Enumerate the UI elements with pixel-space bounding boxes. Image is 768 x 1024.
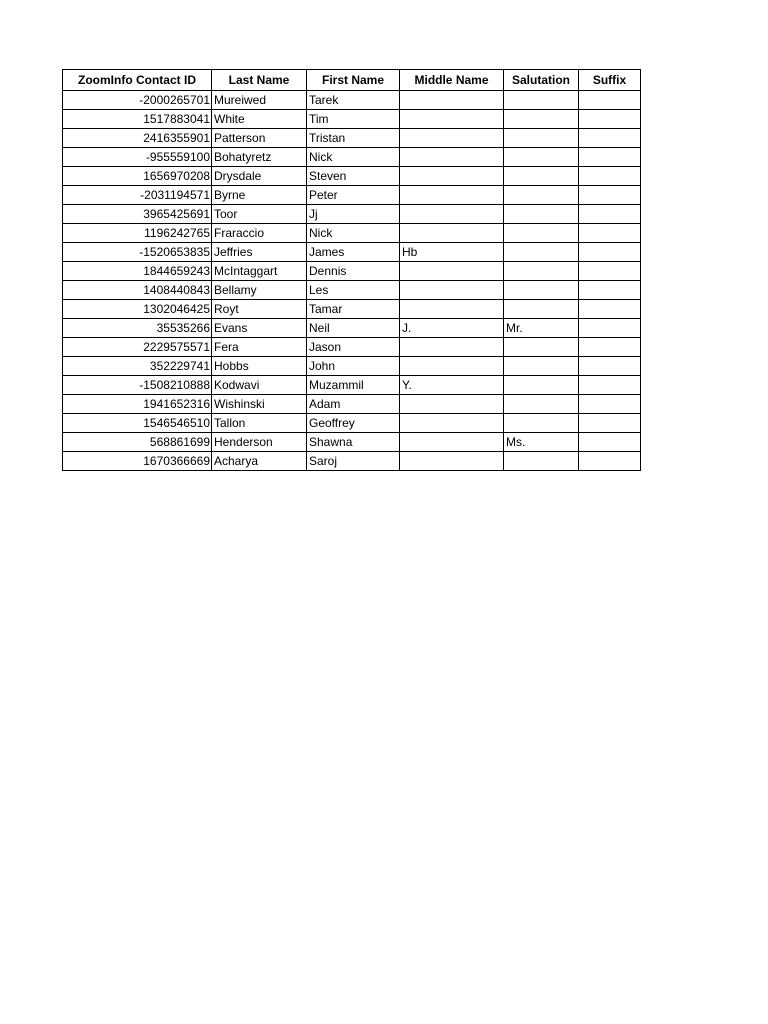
cell-first-name[interactable]: James: [307, 243, 400, 262]
cell-salutation[interactable]: [504, 110, 579, 129]
cell-suffix[interactable]: [579, 205, 641, 224]
cell-first-name[interactable]: Tamar: [307, 300, 400, 319]
cell-contact-id[interactable]: 352229741: [63, 357, 212, 376]
cell-suffix[interactable]: [579, 300, 641, 319]
cell-contact-id[interactable]: -1520653835: [63, 243, 212, 262]
cell-last-name[interactable]: Kodwavi: [212, 376, 307, 395]
table-row: [63, 91, 641, 110]
cell-middle-name[interactable]: [400, 91, 504, 110]
cell-salutation[interactable]: [504, 452, 579, 471]
cell-contact-id[interactable]: 1302046425: [63, 300, 212, 319]
cell-suffix[interactable]: [579, 243, 641, 262]
cell-middle-name[interactable]: [400, 186, 504, 205]
cell-salutation[interactable]: [504, 395, 579, 414]
cell-salutation[interactable]: [504, 91, 579, 110]
cell-salutation[interactable]: [504, 129, 579, 148]
cell-last-name[interactable]: Patterson: [212, 129, 307, 148]
cell-salutation[interactable]: [504, 338, 579, 357]
cell-middle-name[interactable]: Hb: [400, 243, 504, 262]
cell-middle-name[interactable]: [400, 414, 504, 433]
cell-first-name[interactable]: Neil: [307, 319, 400, 338]
table-row: [63, 433, 641, 452]
cell-salutation[interactable]: [504, 148, 579, 167]
header-first-name[interactable]: First Name: [307, 70, 400, 91]
cell-last-name[interactable]: Toor: [212, 205, 307, 224]
table-row: [63, 319, 641, 338]
cell-last-name[interactable]: Evans: [212, 319, 307, 338]
cell-salutation[interactable]: [504, 300, 579, 319]
spreadsheet-sheet: [62, 69, 641, 471]
cell-salutation[interactable]: [504, 243, 579, 262]
cell-last-name[interactable]: Jeffries: [212, 243, 307, 262]
contacts-table: [62, 69, 641, 471]
cell-suffix[interactable]: [579, 167, 641, 186]
cell-suffix[interactable]: [579, 376, 641, 395]
cell-contact-id[interactable]: -2000265701: [63, 91, 212, 110]
cell-contact-id[interactable]: 1517883041: [63, 110, 212, 129]
cell-middle-name[interactable]: Y.: [400, 376, 504, 395]
cell-suffix[interactable]: [579, 452, 641, 471]
cell-last-name[interactable]: Hobbs: [212, 357, 307, 376]
cell-middle-name[interactable]: [400, 300, 504, 319]
table-row: [63, 452, 641, 471]
cell-contact-id[interactable]: 1196242765: [63, 224, 212, 243]
cell-salutation[interactable]: Mr.: [504, 319, 579, 338]
table-row: [63, 167, 641, 186]
cell-salutation[interactable]: [504, 414, 579, 433]
cell-middle-name[interactable]: J.: [400, 319, 504, 338]
table-row: [63, 129, 641, 148]
table-row: [63, 357, 641, 376]
cell-last-name[interactable]: White: [212, 110, 307, 129]
cell-middle-name[interactable]: [400, 338, 504, 357]
cell-contact-id[interactable]: -1508210888: [63, 376, 212, 395]
cell-middle-name[interactable]: [400, 262, 504, 281]
cell-contact-id[interactable]: 1408440843: [63, 281, 212, 300]
cell-contact-id[interactable]: -955559100: [63, 148, 212, 167]
table-row: [63, 243, 641, 262]
cell-salutation[interactable]: [504, 357, 579, 376]
cell-salutation[interactable]: [504, 262, 579, 281]
table-row: [63, 262, 641, 281]
cell-middle-name[interactable]: [400, 452, 504, 471]
cell-suffix[interactable]: [579, 129, 641, 148]
cell-suffix[interactable]: [579, 433, 641, 452]
cell-last-name[interactable]: Bellamy: [212, 281, 307, 300]
cell-middle-name[interactable]: [400, 281, 504, 300]
cell-last-name[interactable]: Fera: [212, 338, 307, 357]
cell-first-name[interactable]: Peter: [307, 186, 400, 205]
table-row: [63, 338, 641, 357]
cell-salutation[interactable]: [504, 205, 579, 224]
cell-first-name[interactable]: Muzammil: [307, 376, 400, 395]
cell-last-name[interactable]: Acharya: [212, 452, 307, 471]
cell-first-name[interactable]: Les: [307, 281, 400, 300]
cell-suffix[interactable]: [579, 110, 641, 129]
cell-first-name[interactable]: Jj: [307, 205, 400, 224]
cell-last-name[interactable]: McIntaggart: [212, 262, 307, 281]
header-salutation[interactable]: Salutation: [504, 70, 579, 91]
cell-first-name[interactable]: Tarek: [307, 91, 400, 110]
table-header-row: [63, 70, 641, 91]
cell-contact-id[interactable]: -2031194571: [63, 186, 212, 205]
cell-first-name[interactable]: Shawna: [307, 433, 400, 452]
cell-suffix[interactable]: [579, 395, 641, 414]
cell-middle-name[interactable]: [400, 167, 504, 186]
cell-last-name[interactable]: Drysdale: [212, 167, 307, 186]
cell-suffix[interactable]: [579, 224, 641, 243]
table-row: [63, 395, 641, 414]
cell-first-name[interactable]: Adam: [307, 395, 400, 414]
cell-last-name[interactable]: Royt: [212, 300, 307, 319]
cell-first-name[interactable]: Steven: [307, 167, 400, 186]
table-row: [63, 205, 641, 224]
cell-middle-name[interactable]: [400, 148, 504, 167]
cell-contact-id[interactable]: 2229575571: [63, 338, 212, 357]
cell-last-name[interactable]: Byrne: [212, 186, 307, 205]
header-middle-name[interactable]: Middle Name: [400, 70, 504, 91]
cell-suffix[interactable]: [579, 281, 641, 300]
cell-first-name[interactable]: Jason: [307, 338, 400, 357]
cell-suffix[interactable]: [579, 319, 641, 338]
table-row: [63, 148, 641, 167]
cell-first-name[interactable]: Tim: [307, 110, 400, 129]
cell-contact-id[interactable]: 3965425691: [63, 205, 212, 224]
cell-salutation[interactable]: Ms.: [504, 433, 579, 452]
cell-salutation[interactable]: [504, 376, 579, 395]
cell-suffix[interactable]: [579, 357, 641, 376]
cell-first-name[interactable]: Geoffrey: [307, 414, 400, 433]
cell-contact-id[interactable]: 1546546510: [63, 414, 212, 433]
cell-middle-name[interactable]: [400, 224, 504, 243]
table-body: [63, 91, 641, 471]
cell-middle-name[interactable]: [400, 205, 504, 224]
table-row: [63, 281, 641, 300]
cell-middle-name[interactable]: [400, 395, 504, 414]
table-row: [63, 414, 641, 433]
table-row: [63, 186, 641, 205]
cell-first-name[interactable]: Tristan: [307, 129, 400, 148]
cell-first-name[interactable]: Nick: [307, 148, 400, 167]
cell-suffix[interactable]: [579, 148, 641, 167]
cell-salutation[interactable]: [504, 186, 579, 205]
cell-middle-name[interactable]: [400, 110, 504, 129]
header-contact-id[interactable]: ZoomInfo Contact ID: [63, 70, 212, 91]
table-row: [63, 224, 641, 243]
cell-suffix[interactable]: [579, 338, 641, 357]
cell-contact-id[interactable]: 1670366669: [63, 452, 212, 471]
header-suffix[interactable]: Suffix: [579, 70, 641, 91]
cell-suffix[interactable]: [579, 91, 641, 110]
cell-suffix[interactable]: [579, 414, 641, 433]
cell-last-name[interactable]: Mureiwed: [212, 91, 307, 110]
header-last-name[interactable]: Last Name: [212, 70, 307, 91]
cell-contact-id[interactable]: 1656970208: [63, 167, 212, 186]
table-row: [63, 376, 641, 395]
cell-contact-id[interactable]: 1941652316: [63, 395, 212, 414]
cell-salutation[interactable]: [504, 224, 579, 243]
cell-middle-name[interactable]: [400, 433, 504, 452]
cell-first-name[interactable]: Dennis: [307, 262, 400, 281]
cell-contact-id[interactable]: 568861699: [63, 433, 212, 452]
cell-contact-id[interactable]: 35535266: [63, 319, 212, 338]
cell-salutation[interactable]: [504, 281, 579, 300]
cell-last-name[interactable]: Fraraccio: [212, 224, 307, 243]
cell-last-name[interactable]: Bohatyretz: [212, 148, 307, 167]
cell-last-name[interactable]: Henderson: [212, 433, 307, 452]
table-row: [63, 300, 641, 319]
cell-contact-id[interactable]: 1844659243: [63, 262, 212, 281]
cell-last-name[interactable]: Tallon: [212, 414, 307, 433]
cell-middle-name[interactable]: [400, 357, 504, 376]
table-row: [63, 110, 641, 129]
cell-suffix[interactable]: [579, 262, 641, 281]
cell-first-name[interactable]: John: [307, 357, 400, 376]
cell-suffix[interactable]: [579, 186, 641, 205]
cell-middle-name[interactable]: [400, 129, 504, 148]
cell-contact-id[interactable]: 2416355901: [63, 129, 212, 148]
cell-salutation[interactable]: [504, 167, 579, 186]
cell-first-name[interactable]: Saroj: [307, 452, 400, 471]
cell-first-name[interactable]: Nick: [307, 224, 400, 243]
cell-last-name[interactable]: Wishinski: [212, 395, 307, 414]
